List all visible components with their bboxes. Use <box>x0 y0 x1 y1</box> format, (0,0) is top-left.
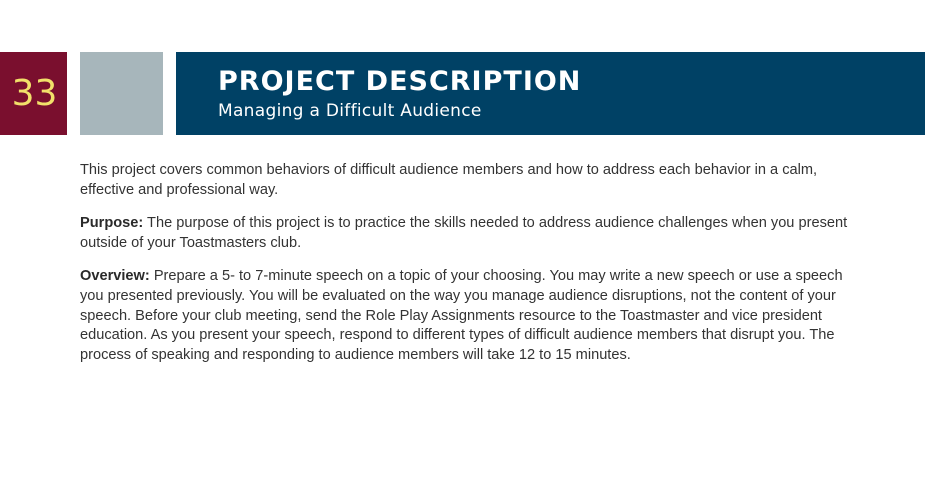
overview-paragraph <box>80 267 870 365</box>
overview-label: Overview: <box>80 268 150 285</box>
page-number: 33 <box>11 73 58 114</box>
page-number-block <box>0 52 67 135</box>
header-banner <box>176 52 925 135</box>
purpose-label: Purpose: <box>80 215 144 232</box>
overview-text: Prepare a 5- to 7-minute speech on a topic of your choosing. You may write a new speech or use a speech you presented previously. You will be evaluated on the way you manage audience disruptions, not the content of your speech. Before your club meeting, send the Role Play Assignments resource to the Toastmaster and vice president education. As you present your speech, respond to different types of difficult audience members that disrupt you. The process of speaking and responding to audience members will take 12 to 15 minutes. <box>80 268 843 363</box>
project-description-body <box>80 161 870 379</box>
purpose-paragraph <box>80 214 870 253</box>
page-subtitle: Managing a Difficult Audience <box>218 101 482 121</box>
intro-paragraph: This project covers common behaviors of difficult audience members and how to address each behavior in a calm, effective and professional way. <box>80 162 818 198</box>
purpose-text: The purpose of this project is to practice the skills needed to address audience challenges when you present outside of your Toastmasters club. <box>80 215 848 251</box>
page-title: PROJECT DESCRIPTION <box>218 66 582 97</box>
decorative-gray-block <box>80 52 163 135</box>
